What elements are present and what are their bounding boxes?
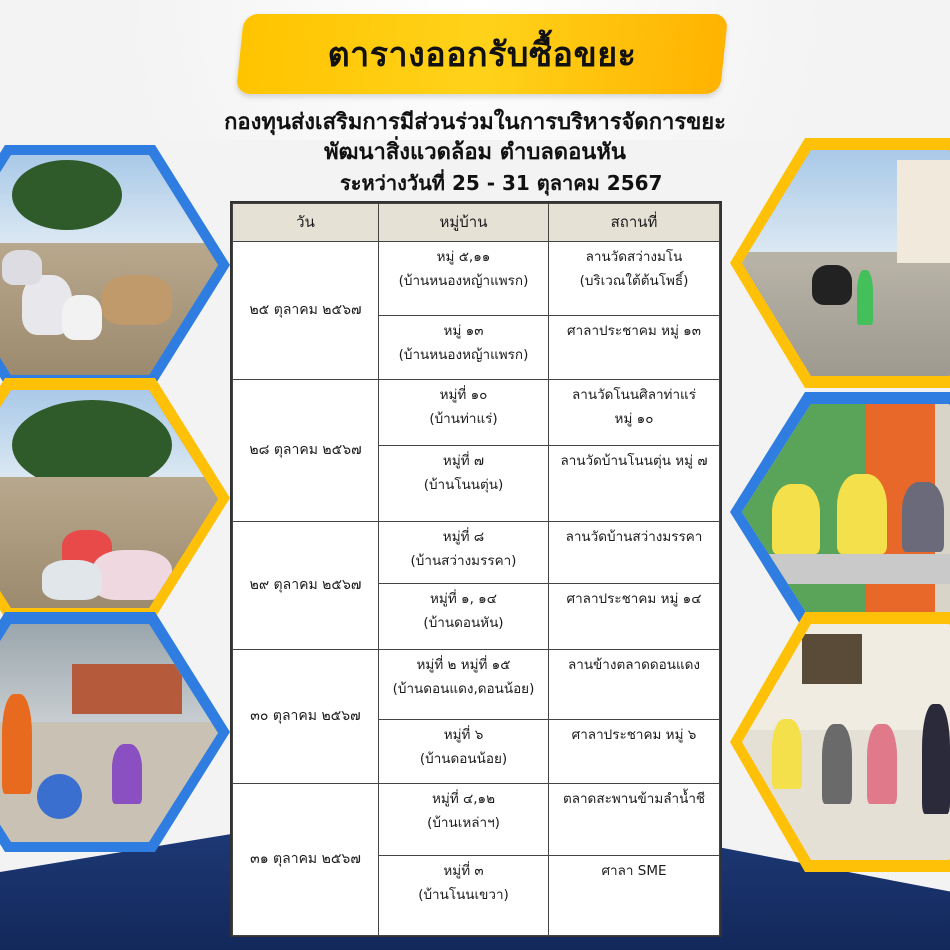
table-row — [233, 242, 720, 316]
schedule-table — [230, 201, 722, 937]
place-cell: ศาลาประชาคม หมู่ ๑๔ — [549, 584, 720, 650]
table-header-row — [233, 204, 720, 242]
subtitle-fund-name: กองทุนส่งเสริมการมีส่วนร่วมในการบริหารจัดการขยะ — [224, 110, 726, 135]
photo-recycling-pile-2 — [0, 390, 218, 608]
place-cell: ลานวัดบ้านสว่างมรรคา — [549, 522, 720, 584]
village-cell: หมู่ที่ ๗ (บ้านโนนตุ่น) — [379, 446, 549, 522]
place-cell: ลานวัดสว่างมโน (บริเวณใต้ต้นโพธิ์) — [549, 242, 720, 316]
photo-registration-table — [742, 404, 950, 620]
table-row — [233, 380, 720, 446]
village-cell: หมู่ ๕,๑๑ (บ้านหนองหญ้าแพรก) — [379, 242, 549, 316]
photo-recycling-pile-1 — [0, 155, 218, 375]
place-cell: ศาลาประชาคม หมู่ ๖ — [549, 720, 720, 784]
photo-community-meeting — [742, 624, 950, 860]
day-cell: ๓๐ ตุลาคม ๒๕๖๗ — [233, 650, 379, 784]
header-place: สถานที่ — [549, 204, 720, 242]
place-cell: ตลาดสะพานข้ามลำน้ำชี — [549, 784, 720, 856]
village-cell: หมู่ที่ ๓ (บ้านโนนเขวา) — [379, 856, 549, 936]
table-row — [233, 522, 720, 584]
header-day: วัน — [233, 204, 379, 242]
header-village: หมู่บ้าน — [379, 204, 549, 242]
village-cell: หมู่ที่ ๑๐ (บ้านท่าแร่) — [379, 380, 549, 446]
photo-weighing-station — [0, 624, 218, 842]
village-cell: หมู่ที่ ๖ (บ้านดอนน้อย) — [379, 720, 549, 784]
subtitle-date-range: ระหว่างวันที่ 25 - 31 ตุลาคม 2567 — [340, 171, 663, 195]
place-cell: ลานข้างตลาดดอนแดง — [549, 650, 720, 720]
village-cell: หมู่ที่ ๔,๑๒ (บ้านเหล่าฯ) — [379, 784, 549, 856]
photo-temple-collection — [742, 150, 950, 376]
village-cell: หมู่ ๑๓ (บ้านหนองหญ้าแพรก) — [379, 316, 549, 380]
table-row — [233, 784, 720, 856]
village-cell: หมู่ที่ ๘ (บ้านสว่างมรรคา) — [379, 522, 549, 584]
day-cell: ๓๑ ตุลาคม ๒๕๖๗ — [233, 784, 379, 936]
place-cell: ศาลา SME — [549, 856, 720, 936]
village-cell: หมู่ที่ ๒ หมู่ที่ ๑๕ (บ้านดอนแดง,ดอนน้อย) — [379, 650, 549, 720]
day-cell: ๒๕ ตุลาคม ๒๕๖๗ — [233, 242, 379, 380]
place-cell: ลานวัดบ้านโนนตุ่น หมู่ ๗ — [549, 446, 720, 522]
place-cell: ศาลาประชาคม หมู่ ๑๓ — [549, 316, 720, 380]
table-row — [233, 650, 720, 720]
place-cell: ลานวัดโนนศิลาท่าแร่ หมู่ ๑๐ — [549, 380, 720, 446]
subtitle-location: พัฒนาสิ่งแวดล้อม ตำบลดอนหัน — [324, 140, 626, 165]
day-cell: ๒๘ ตุลาคม ๒๕๖๗ — [233, 380, 379, 522]
page-title: ตารางออกรับซื้อขยะ — [327, 35, 637, 75]
village-cell: หมู่ที่ ๑, ๑๔ (บ้านดอนหัน) — [379, 584, 549, 650]
day-cell: ๒๙ ตุลาคม ๒๕๖๗ — [233, 522, 379, 650]
